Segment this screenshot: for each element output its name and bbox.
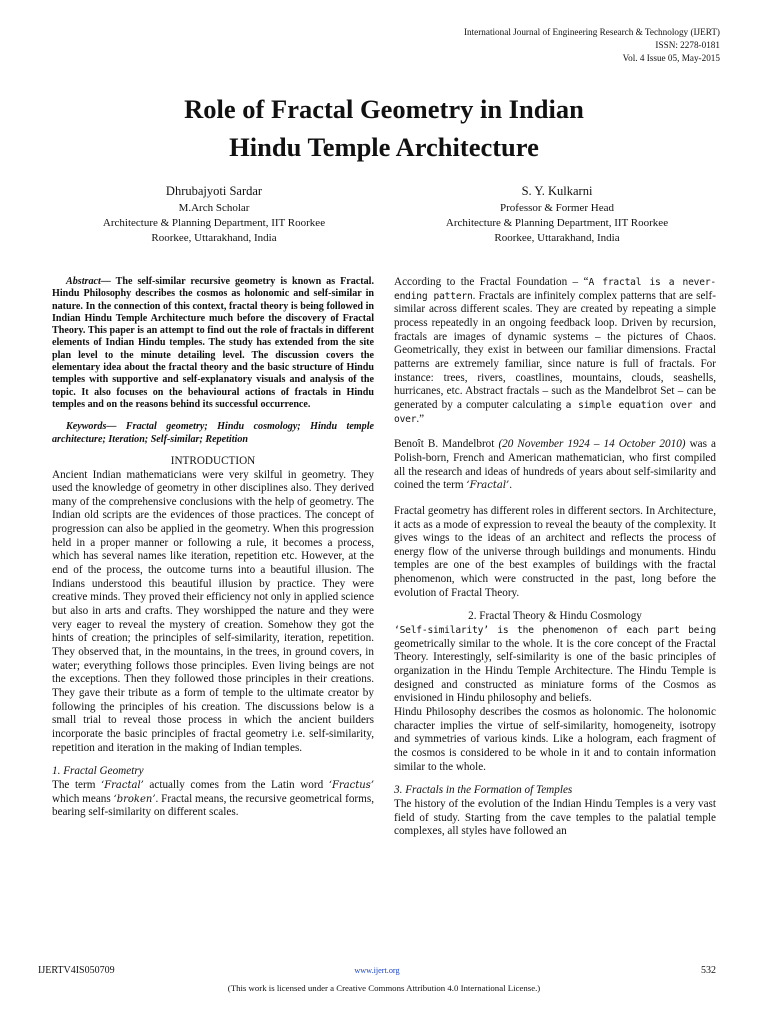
page-number: 532: [701, 965, 716, 976]
text-run: actually comes from the Latin word: [143, 778, 329, 791]
section-2-heading: 2. Fractal Theory & Hindu Cosmology: [468, 610, 642, 623]
text-run: geometrically similar to the whole. It is the core concept of the Fractal Theory. Interestingly, self-similarity is one of the basic principles of organization in the Hindu Temple Architecture. The Hindu Temple is designed and constructed as miniature forms of the Cosmos as envisioned in Hindu philosophy and beliefs.: [394, 637, 716, 705]
section-3-heading: 3. Fractals in the Formation of Temples: [394, 784, 573, 797]
fractal-foundation-quote: [394, 276, 716, 426]
text-run: Benoît B. Mandelbrot: [394, 438, 499, 451]
introduction-text: Ancient Indian mathematicians were very skilful in geometry. They used the knowledge of geometry in other disciplines also. They derived many of the comprehensive conclusions with the help of geometry. The Indian old scripts are the evidences of those practices. The concept of progression can also be applied in the geometry. When this progression held in a proper manner or following a rule, it becomes a process, which has several names like iteration, repetition etc. However, at the end of the process, the outcome turns into a beautiful illusion. The Indians understood this beautiful illusion by practice. They were creative minds. They proved their efficiency not only in applied science but also in arts and crafts. They worshipped the nature and they were very eager to reveal the mystery of creation. Somehow they got the hints of creation; the principles of self-similarity, iteration, repetition. They observed that, in the mountains, in the trees, in ground covers, in water; everything follows those principles. Even living beings are not the exceptions. Then they followed those principles in their creations. They gave their tribute as a form of temple to the ultimate creator by following the principles of his creation. The discussions below is a small trial to reveal those process in which the ancient builders incorporate the basic principles of fractal geometry i.e. self-similarity, repetition and iteration in the making of Indian temples.: [52, 468, 374, 754]
text-run: . Fractal means, the recursive geometrical forms, bearing self-similarity on different scales.: [52, 792, 374, 819]
title-line-2: Hindu Temple Architecture: [229, 132, 539, 162]
quote-emphasis: A fractal is a never-ending pattern: [394, 277, 716, 302]
text-run: . Fractals are infinitely complex patterns that are self-similar across different scales. They are created by repeating a simple process repeatedly in an ongoing feedback loop. Driven by recursion, fractals are images of dynamic systems – the pictures of Chaos. Geometrically, they exist in between our familiar dimensions. Fractal patterns are extremely familiar, since nature is full of fractals. For instance: trees, rivers, coastlines, mountains, clouds, seashells, hurricanes, etc. Abstract fractals – such as the Mandelbrot Set – can be generated by a computer calculating: [394, 289, 716, 411]
keywords-label: Keywords—: [66, 421, 117, 433]
author-name: S. Y. Kulkarni: [521, 184, 593, 198]
author-role: Professor & Former Head: [500, 202, 614, 214]
mandelbrot-dates: (20 November 1924 – 14 October 2010): [498, 438, 686, 451]
paper-id: IJERTV4IS050709: [38, 965, 115, 976]
section-1-text: [52, 779, 374, 820]
text-run: .: [509, 479, 513, 492]
license-notice: (This work is licensed under a Creative Commons Attribution 4.0 International License.): [227, 983, 541, 993]
left-column: [52, 276, 374, 820]
author-name: Dhrubajyoti Sardar: [165, 184, 263, 198]
paper-title: [0, 90, 768, 166]
author-location: Roorkee, Uttarakhand, India: [494, 232, 620, 244]
title-line-1: Role of Fractal Geometry in Indian: [184, 94, 584, 124]
section-1-heading: 1. Fractal Geometry: [52, 765, 144, 778]
journal-website-link[interactable]: www.ijert.org: [354, 966, 400, 975]
page-footer: [38, 965, 716, 979]
author-department: Architecture & Planning Department, IIT Roorkee: [445, 217, 669, 229]
self-similarity-paragraph: [394, 624, 716, 706]
author-role: M.Arch Scholar: [178, 202, 250, 214]
author-department: Architecture & Planning Department, IIT Roorkee: [102, 217, 326, 229]
author-block-2: [398, 183, 716, 246]
right-column: [394, 276, 716, 839]
journal-issn: ISSN: 2278-0181: [655, 40, 720, 51]
introduction-heading: INTRODUCTION: [170, 454, 256, 467]
text-run: According to the Fractal Foundation – “: [394, 276, 589, 288]
mandelbrot-paragraph: [394, 438, 716, 493]
journal-header: [300, 26, 720, 66]
keywords-text: Fractal geometry; Hindu cosmology; Hindu temple architecture; Iteration; Self-similar; Repetition: [52, 421, 374, 445]
author-location: Roorkee, Uttarakhand, India: [151, 232, 277, 244]
fractal-roles-paragraph: Fractal geometry has different roles in different sectors. In Architecture, it acts as a mode of expression to reveal the beauty of the complexity. It gives wings to the ideas of an architect and reflects the process of energy flow of the universe through buildings and monuments. Hindu temples are one of the best examples of buildings with the fractal phenomenon, which were constructed in the past, long before the evolution of Fractal Theory.: [394, 504, 716, 599]
term-fractus: ‘Fractus’: [328, 779, 374, 791]
term-fractal: ‘Fractal’: [466, 480, 510, 492]
text-run: The term: [52, 778, 102, 791]
journal-name: International Journal of Engineering Research & Technology (IJERT): [463, 27, 720, 37]
term-broken: ‘broken’: [113, 793, 156, 805]
text-run: which means: [52, 792, 114, 805]
temple-history-paragraph: The history of the evolution of the Indian Hindu Temples is a very vast field of study. Starting from the cave temples to the palatial temple complexes, all styles have followed an: [394, 797, 716, 838]
text-run: .”: [416, 412, 425, 425]
quote-emphasis: a simple equation over and over: [394, 399, 716, 425]
abstract: [52, 276, 374, 411]
abstract-text: The self-similar recursive geometry is known as Fractal. Hindu Philosophy describes the cosmos as holonomic and self-similar in nature. In the connection of this context, fractal theory is being followed in Indian Hindu Temple Architecture much before the discovery of Fractal Theory. This paper is an attempt to find out the role of fractals in different elements of Indian Hindu temples. The study has extended from the site plan level to the minute detailing level. The discussion covers the elementary idea about the fractal theory and the basic structure of Hindu temples with supportive and self-explanatory visuals and analysis of the topic. It also focuses on the behavioural actions of fractals in Hindu temples and on the reasons behind its successful occurrence.: [52, 276, 374, 410]
keywords: [52, 421, 374, 446]
journal-volume: Vol. 4 Issue 05, May-2015: [622, 53, 720, 64]
author-block-1: [55, 183, 373, 246]
term-fractal: ‘Fractal’: [101, 779, 144, 791]
text-run: was a Polish-born, French and American mathematician, who first compiled all the research and ideas of hundreds of years about self-similarity and coined the term: [394, 438, 716, 492]
abstract-label: Abstract—: [66, 276, 111, 287]
holonomic-paragraph: Hindu Philosophy describes the cosmos as holonomic. The holonomic character implies the virtue of self-similarity, homogeneity, isotropy and symmetries of various kinds. Like a hologram, each fragment of the cosmos is considered to be whole in it and to contain information similar to the whole.: [394, 706, 716, 773]
self-similarity-definition: ‘Self-similarity’ is the phenomenon of each part being: [394, 625, 716, 637]
